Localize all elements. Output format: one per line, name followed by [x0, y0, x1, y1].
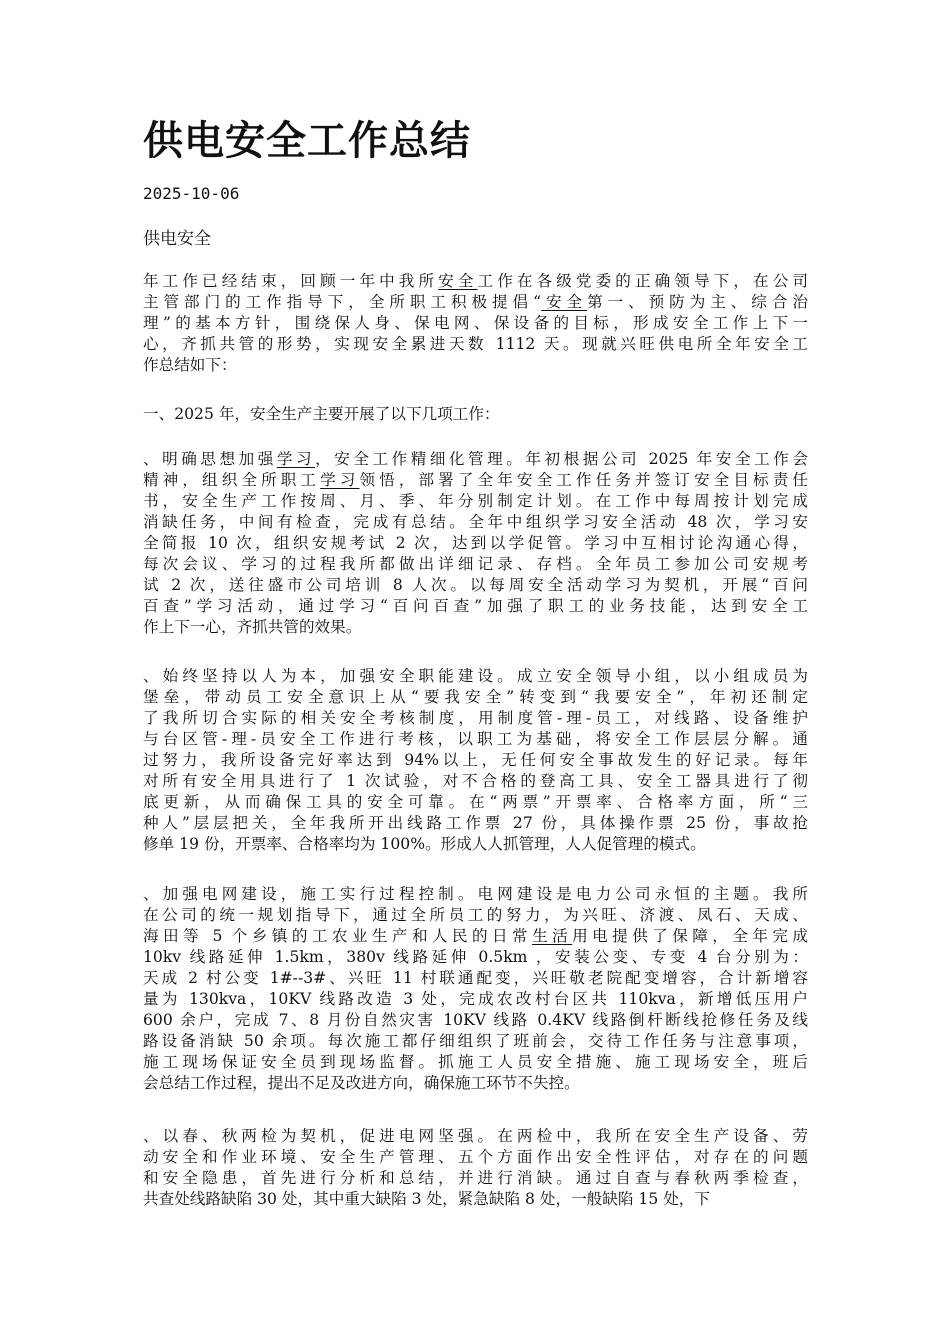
- text-line: [143, 905, 808, 926]
- text-line: [143, 989, 808, 1010]
- document-keyword: 供电安全: [143, 229, 211, 249]
- line-text: 主管部门的工作指导下，全所职工积极提倡“: [143, 293, 542, 311]
- text-line: [143, 666, 808, 687]
- line-text: 心，齐抓共管的形势，实现安全累进天数 1112 天。现就兴旺供电所全年安全工: [143, 335, 808, 353]
- line-text: 作总结如下：: [143, 356, 237, 374]
- text-line: [143, 771, 808, 792]
- text-line: [143, 1031, 808, 1052]
- line-text: 海田等 5 个乡镇的工农业生产和人民的日常: [143, 927, 533, 945]
- line-text: 、以春、秋两检为契机，促进电网坚强。在两检中，我所在安全生产设备、劳: [143, 1127, 808, 1145]
- line-text: 天成 2 村公变 1#--3#、兴旺 11 村联通配变，兴旺敬老院配变增容，合计新增容: [143, 969, 808, 987]
- line-text: 领悟，部署了全年安全工作任务并签订安全目标责任: [359, 471, 808, 489]
- text-line: [143, 926, 808, 947]
- line-text: 过努力，我所设备完好率达到 94%以上，无任何安全事故发生的好记录。每年: [143, 751, 808, 769]
- line-text: 动安全和作业环境、安全生产管理、五个方面作出安全性评估，对存在的问题: [143, 1148, 808, 1166]
- text-line: [143, 554, 808, 575]
- text-line: [143, 355, 808, 376]
- document-title: 供电安全工作总结: [143, 118, 471, 164]
- line-text: 对所有安全用具进行了 1 次试验，对不合格的登高工具、安全工器具进行了彻: [143, 772, 808, 790]
- line-text: 堡垒，带动员工安全意识上从“要我安全”转变到“我要安全”，年初还制定: [143, 688, 808, 706]
- line-text: 工作在各级党委的正确领导下，在公司: [477, 272, 808, 290]
- line-text: 在公司的统一规划指导下，通过全所员工的努力，为兴旺、济渡、凤石、天成、: [143, 906, 808, 924]
- line-text: 会总结工作过程，提出不足及改进方向，确保施工环节不失控。: [143, 1074, 580, 1092]
- text-line: [143, 834, 808, 855]
- line-text: 600 余户，完成 7、8 月份自然灾害 10KV 线路 0.4KV 线路倒杆断线抢修任务及线: [143, 1011, 808, 1029]
- paragraph-people-first: [143, 666, 808, 855]
- inline-link[interactable]: 学习: [320, 471, 360, 489]
- line-text: 路设备消缺 50 余项。每次施工都仔细组织了班前会，交待工作任务与注意事项，: [143, 1032, 808, 1050]
- text-line: [143, 1010, 808, 1031]
- text-line: [143, 947, 808, 968]
- text-line: [143, 1189, 808, 1210]
- line-text: 每次会议、学习的过程我所都做出详细记录、存档。全年员工参加公司安规考: [143, 555, 808, 573]
- line-text: 了我所切合实际的相关安全考核制度，用制度管-理-员工，对线路、设备维护: [143, 709, 808, 727]
- line-text: 修单 19 份，开票率、合格率均为 100%。形成人人抓管理，人人促管理的模式。: [143, 835, 706, 853]
- text-line: [143, 1168, 808, 1189]
- inline-link[interactable]: 安全: [438, 272, 478, 290]
- text-line: [143, 729, 808, 750]
- line-text: 施工现场保证安全员到现场监督。抓施工人员安全措施、施工现场安全，班后: [143, 1053, 808, 1071]
- text-line: [143, 1147, 808, 1168]
- text-line: [143, 617, 808, 638]
- text-line: [143, 292, 808, 313]
- text-line: [143, 470, 808, 491]
- text-line: [143, 449, 808, 470]
- text-line: [143, 334, 808, 355]
- text-line: [143, 708, 808, 729]
- line-text: 全简报 10 次，组织安规考试 2 次，达到以学促管。学习中互相讨论沟通心得，: [143, 534, 808, 552]
- line-text: 第一、预防为主、综合治: [587, 293, 808, 311]
- line-text: 百查”学习活动，通过学习“百问百查”加强了职工的业务技能，达到安全工: [143, 597, 808, 615]
- line-text: 、明确思想加强: [143, 450, 277, 468]
- document-date: 2025-10-06: [143, 184, 240, 203]
- inline-link[interactable]: 生活: [532, 927, 573, 945]
- paragraph-inspection: [143, 1126, 808, 1210]
- line-text: 10kv 线路延伸 1.5km，380v 线路延伸 0.5km ，安装公变、专变 4 台分别为：: [143, 948, 808, 966]
- inline-link[interactable]: 安全: [541, 293, 588, 311]
- line-text: 理”的基本方针，围绕保人身、保电网、保设备的目标，形成安全工作上下一: [143, 314, 808, 332]
- text-line: [143, 968, 808, 989]
- line-text: 精神，组织全所职工: [143, 471, 321, 489]
- text-line: [143, 575, 808, 596]
- text-line: [143, 792, 808, 813]
- section-heading: 一、2025 年，安全生产主要开展了以下几项工作：: [143, 405, 500, 423]
- line-text: 、始终坚持以人为本，加强安全职能建设。成立安全领导小组，以小组成员为: [143, 667, 808, 685]
- line-text: 和安全隐患，首先进行分析和总结，并进行消缺。通过自查与春秋两季检查，: [143, 1169, 808, 1187]
- line-text: 量为 130kva，10KV 线路改造 3 处，完成农改村台区共 110kva，新增低压用户: [143, 990, 808, 1008]
- text-line: [143, 813, 808, 834]
- text-line: [143, 313, 808, 334]
- text-line: [143, 596, 808, 617]
- text-line: [143, 884, 808, 905]
- text-line: [143, 1126, 808, 1147]
- intro-paragraph: [143, 271, 808, 376]
- text-line: [143, 512, 808, 533]
- line-text: 用电提供了保障，全年完成: [572, 927, 808, 945]
- text-line: [143, 1073, 808, 1094]
- text-line: [143, 687, 808, 708]
- text-line: [143, 750, 808, 771]
- line-text: 试 2 次，送往盛市公司培训 8 人次。以每周安全活动学习为契机，开展“百问: [143, 576, 808, 594]
- line-text: 消缺任务，中间有检查，完成有总结。全年中组织学习安全活动 48 次，学习安: [143, 513, 808, 531]
- line-text: 书，安全生产工作按周、月、季、年分别制定计划。在工作中每周按计划完成: [143, 492, 808, 510]
- line-text: 与台区管-理-员安全工作进行考核，以职工为基础，将安全工作层层分解。通: [143, 730, 808, 748]
- line-text: 共查处线路缺陷 30 处，其中重大缺陷 3 处，紧急缺陷 8 处，一般缺陷 15 处，下: [143, 1190, 710, 1208]
- line-text: 年工作已经结束，回顾一年中我所: [143, 272, 439, 290]
- text-line: [143, 271, 808, 292]
- line-text: 底更新，从而确保工具的安全可靠。在“两票”开票率、合格率方面，所“三: [143, 793, 808, 811]
- text-line: [143, 533, 808, 554]
- line-text: 、加强电网建设，施工实行过程控制。电网建设是电力公司永恒的主题。我所: [143, 885, 808, 903]
- line-text: 种人”层层把关，全年我所开出线路工作票 27 份，具体操作票 25 份，事故抢: [143, 814, 808, 832]
- line-text: ，安全工作精细化管理。年初根据公司 2025 年安全工作会: [315, 450, 808, 468]
- text-line: [143, 1052, 808, 1073]
- inline-link[interactable]: 学习: [276, 450, 316, 468]
- line-text: 作上下一心，齐抓共管的效果。: [143, 618, 362, 636]
- paragraph-study: [143, 449, 808, 638]
- paragraph-grid-construction: [143, 884, 808, 1094]
- text-line: [143, 491, 808, 512]
